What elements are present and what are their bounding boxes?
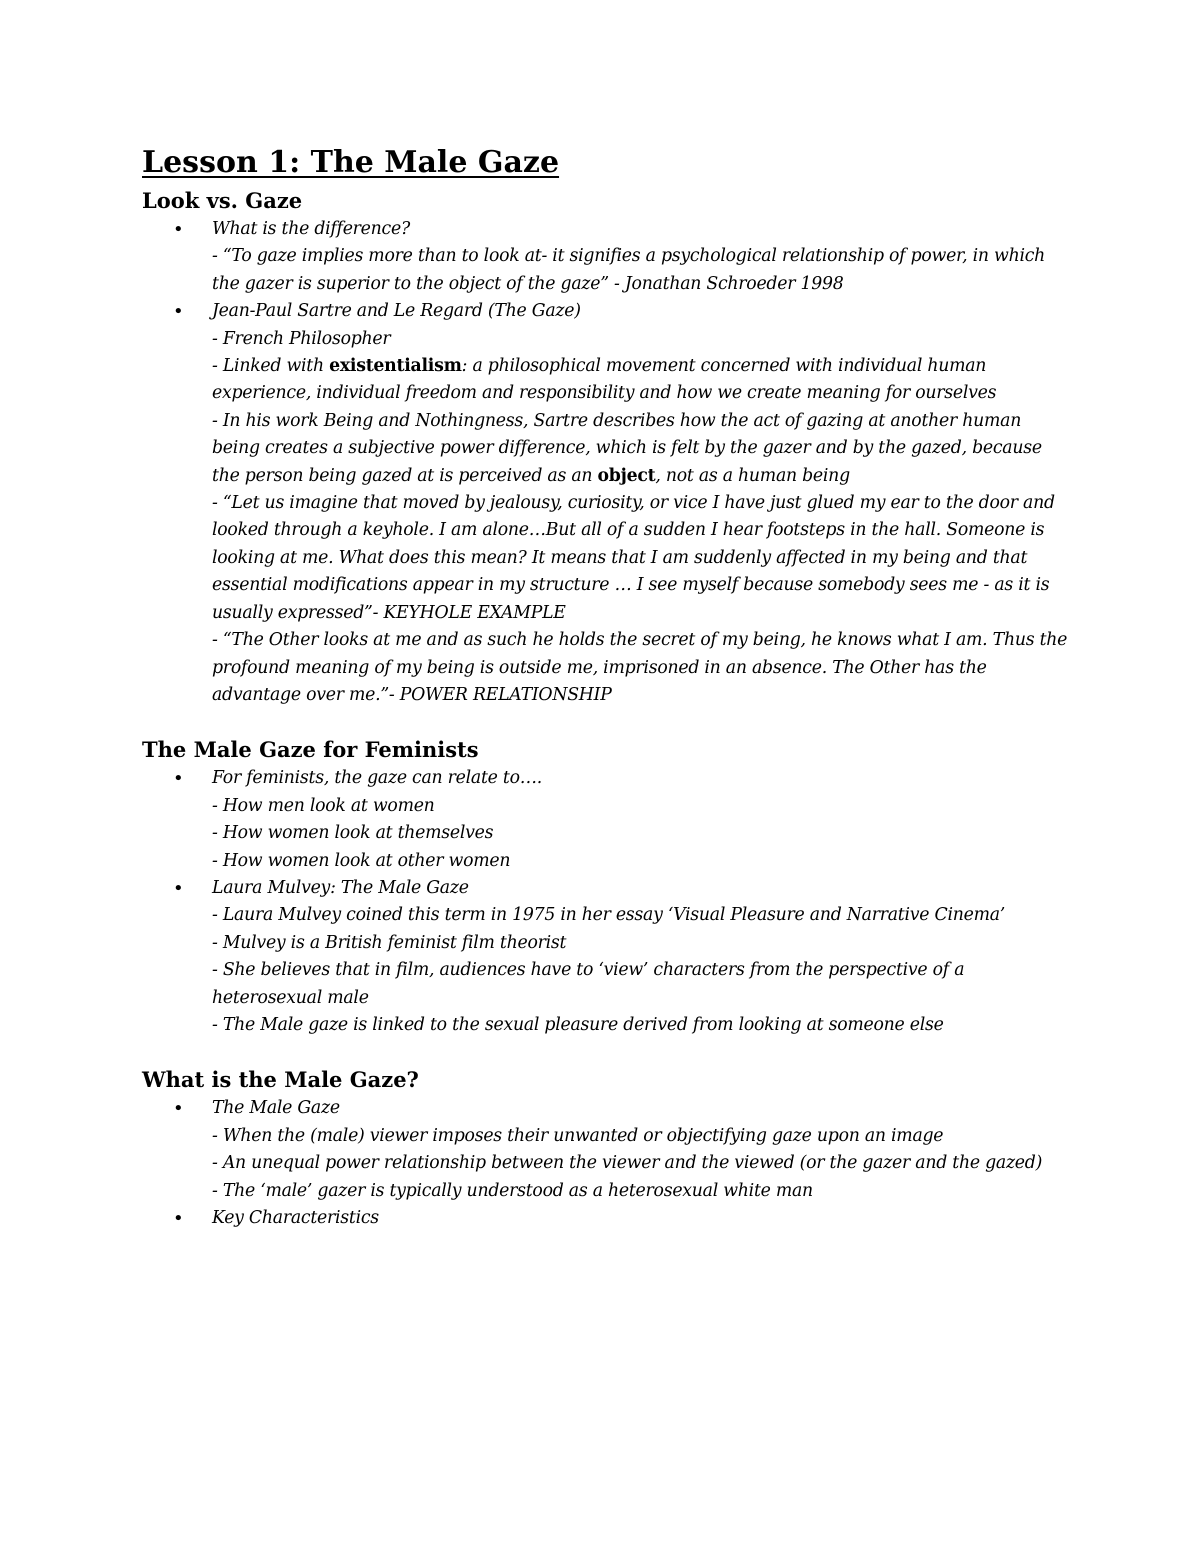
bullet-subline: - How women look at themselves [212, 823, 494, 844]
bullet-subline: - When the (male) viewer imposes their unwanted or objectifying gaze upon an image [212, 1125, 944, 1146]
bullet-subline: - “The Other looks at me and as such he holds the secret of my being, he knows what I am. Thus the profound meaning of my being is outside me, imprisoned in an absence. The Other has the advantage over me.”- POWER RELATIONSHIP [212, 630, 1068, 705]
bullet-subline: - The ‘male’ gazer is typically understood as a heterosexual white man [212, 1180, 813, 1201]
bullet-label: • The Male Gaze [212, 1098, 340, 1119]
bullet-item [142, 1205, 1072, 1232]
bullet-item [142, 875, 1072, 1039]
bullet-subline: - An unequal power relationship between the viewer and the viewed (or the gazer and the gazed) [212, 1153, 1043, 1174]
bullet-subline: - Mulvey is a British feminist film theorist [212, 932, 567, 953]
section-heading: What is the Male Gaze? [142, 1067, 419, 1093]
bullet-item [142, 1095, 1072, 1205]
bullet-label: • Key Characteristics [212, 1208, 379, 1228]
bullet-subline: - How men look at women [212, 795, 435, 816]
bullet-list [142, 216, 1072, 709]
bullet-subline: - French Philosopher [212, 328, 391, 349]
bullet-list [142, 765, 1072, 1039]
bullet-label: • Jean-Paul Sartre and Le Regard (The Gaze) [212, 301, 581, 322]
bullet-list [142, 1095, 1072, 1232]
page-title: Lesson 1: The Male Gaze [142, 145, 560, 180]
bullet-subline: - The Male gaze is linked to the sexual pleasure derived from looking at someone else [212, 1014, 944, 1035]
bullet-subline: - Laura Mulvey coined this term in 1975 in her essay ‘Visual Pleasure and Narrative Cinema’ [212, 905, 1006, 926]
bold-term: object [597, 465, 656, 486]
document-page [142, 140, 1072, 1232]
bullet-label: • What is the difference? [212, 219, 410, 239]
bullet-subline: - “To gaze implies more than to look at- it signifies a psychological relationship of power, in which the gazer is superior to the object of the gaze” - Jonathan Schroeder 1998 [212, 246, 1046, 294]
bullet-label: • Laura Mulvey: The Male Gaze [212, 877, 469, 898]
bullet-subline: - “Let us imagine that moved by jealousy, curiosity, or vice I have just glued my ear to the door and looked through a keyhole. I am alone…But all of a sudden I hear footsteps in the hall. Someone is looking at me. What does this mean? It means that I am suddenly affected in my being and that essential modifications appear in my structure … I see myself because somebody sees me - as it is usually expressed”- KEYHOLE EXAMPLE [212, 493, 1055, 623]
bullet-subline: - How women look at other women [212, 850, 511, 871]
bullet-label: • For feminists, the gaze can relate to…. [212, 768, 543, 789]
bullet-item [142, 298, 1072, 709]
bullet-subline: - Linked with existentialism: a philosophical movement concerned with individual human experience, individual freedom and responsibility and how we create meaning for ourselves [212, 356, 997, 404]
section-heading: Look vs. Gaze [142, 188, 303, 213]
section-heading: The Male Gaze for Feminists [142, 737, 479, 763]
bullet-item [142, 216, 1072, 298]
document-body [142, 186, 1072, 1232]
bullet-item [142, 765, 1072, 875]
bullet-subline: - In his work Being and Nothingness, Sartre describes how the act of gazing at another human being creates a subjective power difference, which is felt by the gazer and by the gazed, because the person being gazed at is perceived as an object, not as a human being [212, 410, 1042, 486]
bold-term: existentialism [329, 356, 462, 377]
bullet-subline: - She believes that in film, audiences have to ‘view’ characters from the perspective of a heterosexual male [212, 960, 965, 1008]
